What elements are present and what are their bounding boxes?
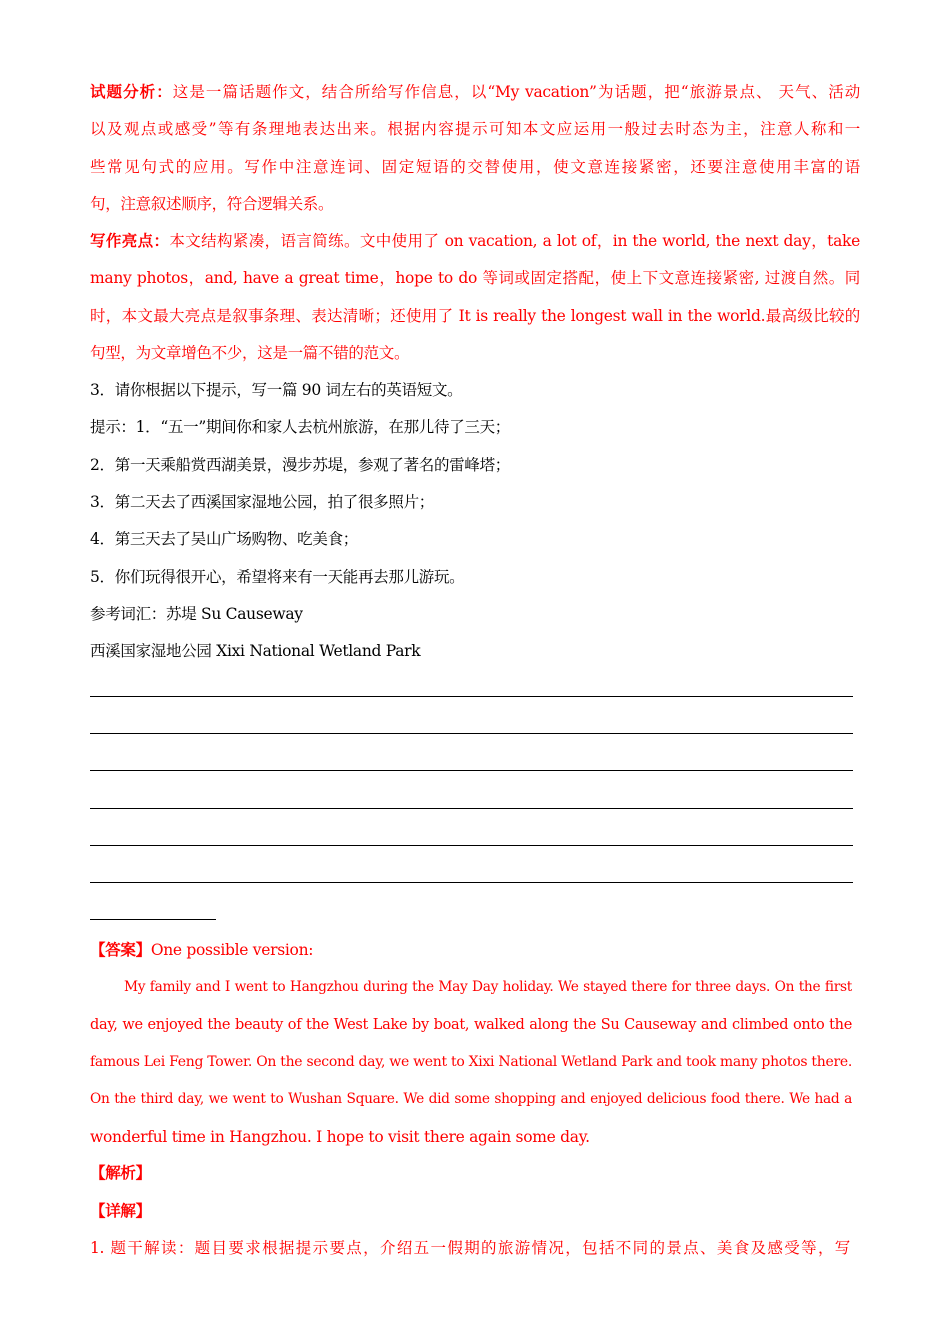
answer-header: [90, 940, 860, 960]
writing-line-4: [90, 808, 853, 809]
answer-label: 【答案】: [90, 940, 151, 959]
analysis-line-4: 句，注意叙述顺序，符合逻辑关系。: [90, 195, 334, 213]
question-vocab-1: 参考词汇：苏堤 Su Causeway: [90, 605, 303, 623]
highlight-line-4: 句型，为文章增色不少，这是一篇不错的范文。: [90, 344, 410, 362]
analysis-line-2: 以及观点或感受”等有条理地表达出来。根据内容提示可知本文应运用一般过去时态为主，注意人称和一: [90, 120, 860, 138]
writing-line-7: [90, 919, 216, 920]
highlight-label: 写作亮点：: [90, 231, 170, 250]
highlight-line-3: 时，本文最大亮点是叙事条理、表达清晰；还使用了 It is really the longest wall in the world.最高级比较的: [90, 307, 860, 325]
answer-line-5: wonderful time in Hangzhou. I hope to visit there again some day.: [90, 1128, 590, 1146]
writing-line-2: [90, 733, 853, 734]
analysis-line-1: [90, 82, 860, 102]
question-hint-5: 5．你们玩得很开心，希望将来有一天能再去那儿游玩。: [90, 568, 465, 586]
writing-line-5: [90, 845, 853, 846]
highlight-text: 本文结构紧凑，语言简练。文中使用了 on vacation, a lot of，in the world, the next day，take: [169, 232, 860, 250]
highlight-line-2: many photos，and, have a great time，hope to do 等词或固定搭配，使上下文意连接紧密, 过渡自然。同: [90, 269, 860, 287]
xiangjie-label: 【详解】: [90, 1201, 151, 1220]
jiexi-label: 【解析】: [90, 1163, 151, 1182]
answer-line-2: day, we enjoyed the beauty of the West Lake by boat, walked along the Su Causeway and climbed onto the: [90, 1017, 852, 1033]
analysis-label: 试题分析：: [90, 82, 173, 101]
question-hint-4: 4．第三天去了吴山广场购物、吃美食；: [90, 530, 358, 548]
answer-version: One possible version:: [150, 941, 314, 959]
answer-line-1: My family and I went to Hangzhou during the May Day holiday. We stayed there for three days. On the first: [124, 979, 852, 995]
analysis-line-3: 些常见句式的应用。写作中注意连词、固定短语的交替使用，使文意连接紧密，还要注意使用丰富的语: [90, 158, 860, 176]
answer-line-3: famous Lei Feng Tower. On the second day, we went to Xixi National Wetland Park and took many photos there.: [90, 1054, 852, 1070]
writing-line-1: [90, 696, 853, 697]
question-prompt: 3．请你根据以下提示，写一篇 90 词左右的英语短文。: [90, 381, 463, 399]
question-hint-2: 2．第一天乘船赏西湖美景，漫步苏堤，参观了著名的雷峰塔；: [90, 456, 510, 474]
analysis-text: 这是一篇话题作文，结合所给写作信息，以“My vacation”为话题，把“旅游景点、 天气、活动: [172, 83, 860, 101]
answer-line-4: On the third day, we went to Wushan Square. We did some shopping and enjoyed delicious food there. We had a: [90, 1091, 852, 1107]
question-hint-1: 提示：1．“五一”期间你和家人去杭州旅游，在那儿待了三天；: [90, 418, 511, 436]
highlight-line-1: [90, 231, 860, 251]
writing-line-3: [90, 770, 853, 771]
question-hint-3: 3．第二天去了西溪国家湿地公园，拍了很多照片；: [90, 493, 434, 511]
writing-line-6: [90, 882, 853, 883]
detail-line-1: 1. 题干解读：题目要求根据提示要点，介绍五一假期的旅游情况，包括不同的景点、美食及感受等，写: [90, 1239, 850, 1257]
question-vocab-2: 西溪国家湿地公园 Xixi National Wetland Park: [90, 642, 421, 660]
